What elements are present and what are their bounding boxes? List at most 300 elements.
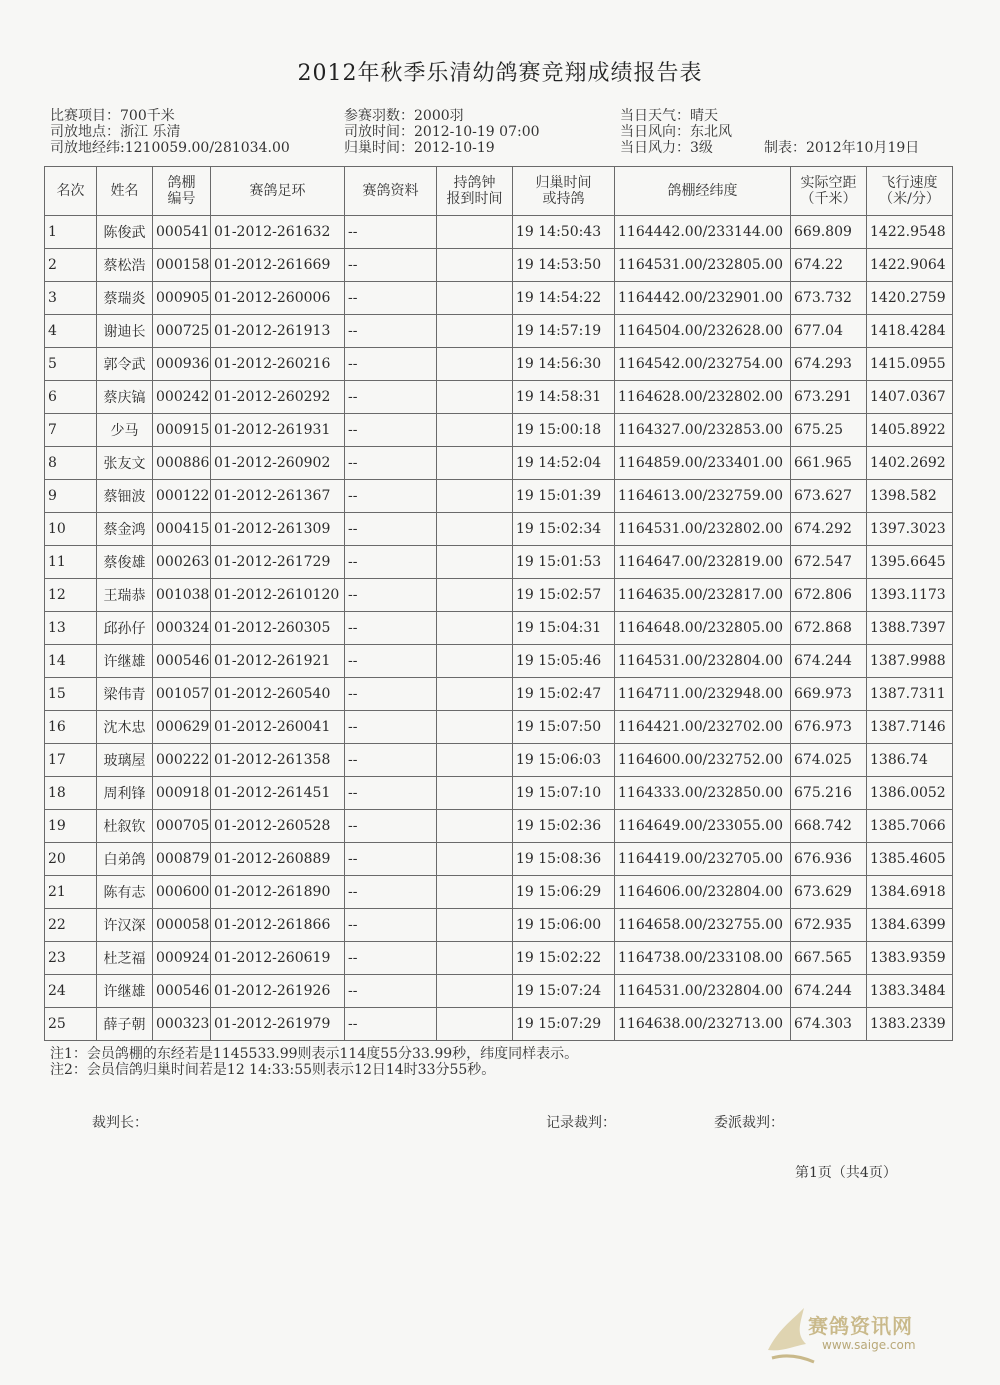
cell-clock-time [437, 348, 513, 381]
cell-speed: 1386.74 [867, 744, 953, 777]
cell-info: -- [345, 315, 437, 348]
cell-clock-time [437, 579, 513, 612]
table-row [45, 777, 953, 810]
cell-rank: 10 [45, 513, 97, 546]
cell-distance: 673.291 [791, 381, 867, 414]
cell-speed: 1383.2339 [867, 1008, 953, 1041]
cell-loft-id: 000886 [153, 447, 211, 480]
cell-loft-id: 000263 [153, 546, 211, 579]
cell-ring: 01-2012-2610120 [211, 579, 345, 612]
cell-info: -- [345, 216, 437, 249]
cell-arrival-time: 19 14:54:22 [513, 282, 615, 315]
cell-info: -- [345, 1008, 437, 1041]
cell-loft-coords: 1164600.00/232752.00 [615, 744, 791, 777]
table-row [45, 249, 953, 282]
cell-info: -- [345, 777, 437, 810]
header-rank: 名次 [45, 167, 97, 216]
cell-clock-time [437, 282, 513, 315]
cell-ring: 01-2012-260528 [211, 810, 345, 843]
cell-name: 蔡金鸿 [97, 513, 153, 546]
cell-name: 蔡庆镐 [97, 381, 153, 414]
cell-name: 杜芝福 [97, 942, 153, 975]
cell-rank: 17 [45, 744, 97, 777]
cell-name: 周利锋 [97, 777, 153, 810]
cell-arrival-time: 19 15:02:36 [513, 810, 615, 843]
cell-rank: 18 [45, 777, 97, 810]
cell-name: 蔡钿波 [97, 480, 153, 513]
cell-speed: 1393.1173 [867, 579, 953, 612]
cell-rank: 8 [45, 447, 97, 480]
cell-ring: 01-2012-261866 [211, 909, 345, 942]
cell-clock-time [437, 711, 513, 744]
cell-rank: 12 [45, 579, 97, 612]
cell-speed: 1388.7397 [867, 612, 953, 645]
cell-distance: 674.303 [791, 1008, 867, 1041]
cell-ring: 01-2012-260216 [211, 348, 345, 381]
cell-info: -- [345, 645, 437, 678]
cell-rank: 23 [45, 942, 97, 975]
table-row [45, 876, 953, 909]
table-row [45, 711, 953, 744]
cell-name: 许继雄 [97, 975, 153, 1008]
cell-arrival-time: 19 15:08:36 [513, 843, 615, 876]
cell-loft-id: 000541 [153, 216, 211, 249]
cell-distance: 668.742 [791, 810, 867, 843]
cell-ring: 01-2012-261309 [211, 513, 345, 546]
cell-speed: 1420.2759 [867, 282, 953, 315]
cell-clock-time [437, 744, 513, 777]
cell-rank: 7 [45, 414, 97, 447]
cell-name: 少马 [97, 414, 153, 447]
cell-arrival-time: 19 14:57:19 [513, 315, 615, 348]
cell-info: -- [345, 579, 437, 612]
cell-name: 许汉深 [97, 909, 153, 942]
cell-distance: 674.22 [791, 249, 867, 282]
cell-loft-id: 000324 [153, 612, 211, 645]
cell-ring: 01-2012-260619 [211, 942, 345, 975]
meta-column-1 [50, 108, 290, 156]
cell-clock-time [437, 777, 513, 810]
cell-loft-id: 000924 [153, 942, 211, 975]
note-1: 注1：会员鸽棚的东经若是1145533.99则表示114度55分33.99秒，纬度同样表示。 [50, 1046, 579, 1062]
cell-rank: 21 [45, 876, 97, 909]
cell-ring: 01-2012-260292 [211, 381, 345, 414]
cell-speed: 1418.4284 [867, 315, 953, 348]
cell-rank: 4 [45, 315, 97, 348]
meta-column-2 [344, 108, 540, 156]
cell-rank: 16 [45, 711, 97, 744]
cell-rank: 24 [45, 975, 97, 1008]
cell-clock-time [437, 546, 513, 579]
cell-clock-time [437, 975, 513, 1008]
cell-name: 白弟鸽 [97, 843, 153, 876]
cell-speed: 1405.8922 [867, 414, 953, 447]
cell-ring: 01-2012-261913 [211, 315, 345, 348]
cell-distance: 673.732 [791, 282, 867, 315]
cell-name: 陈有志 [97, 876, 153, 909]
watermark-site-name: 赛鸽资讯网 [808, 1314, 913, 1338]
cell-info: -- [345, 447, 437, 480]
table-row [45, 546, 953, 579]
cell-loft-coords: 1164531.00/232804.00 [615, 645, 791, 678]
table-row [45, 447, 953, 480]
cell-arrival-time: 19 14:52:04 [513, 447, 615, 480]
cell-loft-coords: 1164504.00/232628.00 [615, 315, 791, 348]
header-arrival-time: 归巢时间 或持鸽 [513, 167, 615, 216]
cell-loft-id: 000600 [153, 876, 211, 909]
cell-loft-id: 000058 [153, 909, 211, 942]
cell-arrival-time: 19 15:07:50 [513, 711, 615, 744]
cell-distance: 675.25 [791, 414, 867, 447]
table-row [45, 645, 953, 678]
cell-loft-id: 000879 [153, 843, 211, 876]
signature-chief-judge: 裁判长： [92, 1115, 148, 1131]
watermark-url: www.saige.com [822, 1338, 916, 1352]
table-row [45, 975, 953, 1008]
cell-clock-time [437, 249, 513, 282]
meta-table-maker: 制表：2012年10月19日 [764, 140, 920, 156]
cell-loft-id: 000915 [153, 414, 211, 447]
cell-name: 王瑞恭 [97, 579, 153, 612]
cell-info: -- [345, 480, 437, 513]
cell-distance: 667.565 [791, 942, 867, 975]
cell-ring: 01-2012-261926 [211, 975, 345, 1008]
cell-info: -- [345, 348, 437, 381]
cell-info: -- [345, 678, 437, 711]
cell-ring: 01-2012-261921 [211, 645, 345, 678]
cell-clock-time [437, 480, 513, 513]
cell-loft-coords: 1164421.00/232702.00 [615, 711, 791, 744]
cell-speed: 1395.6645 [867, 546, 953, 579]
cell-name: 蔡松浩 [97, 249, 153, 282]
results-table [44, 166, 953, 1041]
cell-loft-coords: 1164442.00/232901.00 [615, 282, 791, 315]
cell-info: -- [345, 249, 437, 282]
cell-loft-id: 001057 [153, 678, 211, 711]
cell-ring: 01-2012-260006 [211, 282, 345, 315]
cell-info: -- [345, 975, 437, 1008]
cell-loft-coords: 1164711.00/232948.00 [615, 678, 791, 711]
meta-entry-count: 参赛羽数：2000羽 [344, 108, 464, 124]
cell-rank: 20 [45, 843, 97, 876]
cell-ring: 01-2012-261729 [211, 546, 345, 579]
meta-column-3 [620, 108, 732, 156]
cell-speed: 1385.7066 [867, 810, 953, 843]
cell-rank: 22 [45, 909, 97, 942]
table-row [45, 381, 953, 414]
cell-distance: 672.806 [791, 579, 867, 612]
cell-clock-time [437, 909, 513, 942]
cell-speed: 1384.6918 [867, 876, 953, 909]
cell-info: -- [345, 282, 437, 315]
table-row [45, 414, 953, 447]
cell-arrival-time: 19 15:06:29 [513, 876, 615, 909]
cell-info: -- [345, 810, 437, 843]
cell-name: 沈木忠 [97, 711, 153, 744]
cell-arrival-time: 19 15:04:31 [513, 612, 615, 645]
cell-loft-coords: 1164635.00/232817.00 [615, 579, 791, 612]
cell-info: -- [345, 876, 437, 909]
cell-loft-coords: 1164531.00/232804.00 [615, 975, 791, 1008]
table-row [45, 678, 953, 711]
cell-speed: 1387.9988 [867, 645, 953, 678]
table-row [45, 216, 953, 249]
cell-loft-id: 000918 [153, 777, 211, 810]
table-row [45, 942, 953, 975]
cell-arrival-time: 19 14:58:31 [513, 381, 615, 414]
header-loft-id: 鸽棚 编号 [153, 167, 211, 216]
cell-speed: 1398.582 [867, 480, 953, 513]
table-row [45, 282, 953, 315]
cell-loft-coords: 1164638.00/232713.00 [615, 1008, 791, 1041]
cell-clock-time [437, 315, 513, 348]
meta-weather: 当日天气：晴天 [620, 108, 718, 124]
cell-distance: 672.547 [791, 546, 867, 579]
cell-distance: 673.627 [791, 480, 867, 513]
cell-speed: 1422.9064 [867, 249, 953, 282]
cell-clock-time [437, 414, 513, 447]
cell-loft-coords: 1164542.00/232754.00 [615, 348, 791, 381]
cell-ring: 01-2012-260540 [211, 678, 345, 711]
cell-loft-id: 000705 [153, 810, 211, 843]
cell-distance: 677.04 [791, 315, 867, 348]
cell-clock-time [437, 810, 513, 843]
cell-arrival-time: 19 15:02:22 [513, 942, 615, 975]
cell-info: -- [345, 909, 437, 942]
cell-loft-id: 000725 [153, 315, 211, 348]
cell-loft-id: 000546 [153, 645, 211, 678]
note-2: 注2：会员信鸽归巢时间若是12 14:33:55则表示12日14时33分55秒。 [50, 1062, 496, 1078]
cell-arrival-time: 19 15:07:29 [513, 1008, 615, 1041]
cell-distance: 676.973 [791, 711, 867, 744]
table-row [45, 843, 953, 876]
cell-ring: 01-2012-260902 [211, 447, 345, 480]
cell-distance: 674.293 [791, 348, 867, 381]
cell-clock-time [437, 645, 513, 678]
cell-distance: 669.809 [791, 216, 867, 249]
cell-clock-time [437, 942, 513, 975]
cell-name: 陈俊武 [97, 216, 153, 249]
cell-name: 郭令武 [97, 348, 153, 381]
cell-ring: 01-2012-261451 [211, 777, 345, 810]
cell-distance: 674.244 [791, 645, 867, 678]
cell-speed: 1385.4605 [867, 843, 953, 876]
cell-info: -- [345, 711, 437, 744]
table-row [45, 810, 953, 843]
cell-speed: 1387.7146 [867, 711, 953, 744]
cell-clock-time [437, 612, 513, 645]
cell-distance: 675.216 [791, 777, 867, 810]
cell-loft-coords: 1164327.00/232853.00 [615, 414, 791, 447]
table-body [45, 216, 953, 1041]
cell-speed: 1415.0955 [867, 348, 953, 381]
table-row [45, 909, 953, 942]
meta-wind-direction: 当日风向：东北风 [620, 124, 732, 140]
cell-loft-id: 000122 [153, 480, 211, 513]
cell-rank: 6 [45, 381, 97, 414]
cell-name: 杜叙钦 [97, 810, 153, 843]
cell-distance: 669.973 [791, 678, 867, 711]
cell-speed: 1397.3023 [867, 513, 953, 546]
cell-loft-coords: 1164442.00/233144.00 [615, 216, 791, 249]
table-row [45, 744, 953, 777]
cell-clock-time [437, 216, 513, 249]
cell-arrival-time: 19 15:05:46 [513, 645, 615, 678]
cell-ring: 01-2012-261367 [211, 480, 345, 513]
cell-arrival-time: 19 14:50:43 [513, 216, 615, 249]
cell-name: 张友文 [97, 447, 153, 480]
cell-arrival-time: 19 15:02:57 [513, 579, 615, 612]
cell-loft-id: 000905 [153, 282, 211, 315]
cell-name: 薛子朝 [97, 1008, 153, 1041]
cell-distance: 676.936 [791, 843, 867, 876]
cell-rank: 19 [45, 810, 97, 843]
cell-speed: 1407.0367 [867, 381, 953, 414]
meta-wind-force: 当日风力：3级 [620, 140, 713, 156]
cell-ring: 01-2012-261358 [211, 744, 345, 777]
cell-rank: 15 [45, 678, 97, 711]
cell-ring: 01-2012-260889 [211, 843, 345, 876]
table-row [45, 315, 953, 348]
cell-arrival-time: 19 14:53:50 [513, 249, 615, 282]
cell-info: -- [345, 942, 437, 975]
cell-arrival-time: 19 14:56:30 [513, 348, 615, 381]
cell-distance: 673.629 [791, 876, 867, 909]
cell-loft-id: 000629 [153, 711, 211, 744]
cell-name: 蔡瑞炎 [97, 282, 153, 315]
header-loft-coords: 鸽棚经纬度 [615, 167, 791, 216]
cell-name: 邱孙仔 [97, 612, 153, 645]
cell-loft-coords: 1164531.00/232802.00 [615, 513, 791, 546]
cell-clock-time [437, 876, 513, 909]
cell-distance: 674.025 [791, 744, 867, 777]
cell-loft-coords: 1164658.00/232755.00 [615, 909, 791, 942]
table-row [45, 579, 953, 612]
cell-loft-coords: 1164419.00/232705.00 [615, 843, 791, 876]
cell-clock-time [437, 447, 513, 480]
cell-name: 蔡俊雄 [97, 546, 153, 579]
cell-loft-coords: 1164647.00/232819.00 [615, 546, 791, 579]
cell-arrival-time: 19 15:07:10 [513, 777, 615, 810]
cell-loft-id: 000242 [153, 381, 211, 414]
cell-ring: 01-2012-261669 [211, 249, 345, 282]
cell-name: 玻璃屋 [97, 744, 153, 777]
cell-loft-coords: 1164738.00/233108.00 [615, 942, 791, 975]
header-speed: 飞行速度 （米/分） [867, 167, 953, 216]
meta-release-place: 司放地点：浙江 乐清 [50, 124, 181, 140]
cell-info: -- [345, 381, 437, 414]
cell-speed: 1383.3484 [867, 975, 953, 1008]
cell-clock-time [437, 678, 513, 711]
cell-ring: 01-2012-260305 [211, 612, 345, 645]
table-row [45, 513, 953, 546]
cell-speed: 1387.7311 [867, 678, 953, 711]
cell-loft-id: 000936 [153, 348, 211, 381]
cell-arrival-time: 19 15:01:53 [513, 546, 615, 579]
cell-loft-id: 000415 [153, 513, 211, 546]
cell-loft-coords: 1164333.00/232850.00 [615, 777, 791, 810]
cell-rank: 1 [45, 216, 97, 249]
meta-race-item: 比赛项目：700千米 [50, 108, 175, 124]
notes [50, 1046, 578, 1078]
cell-name: 许继雄 [97, 645, 153, 678]
cell-rank: 9 [45, 480, 97, 513]
cell-rank: 2 [45, 249, 97, 282]
cell-loft-coords: 1164613.00/232759.00 [615, 480, 791, 513]
cell-distance: 674.244 [791, 975, 867, 1008]
cell-rank: 25 [45, 1008, 97, 1041]
cell-name: 梁伟青 [97, 678, 153, 711]
meta-release-coords: 司放地经纬:1210059.00/281034.00 [50, 140, 290, 156]
cell-clock-time [437, 381, 513, 414]
cell-clock-time [437, 843, 513, 876]
header-distance: 实际空距 （千米） [791, 167, 867, 216]
cell-arrival-time: 19 15:01:39 [513, 480, 615, 513]
cell-distance: 674.292 [791, 513, 867, 546]
header-ring: 赛鸽足环 [211, 167, 345, 216]
cell-loft-id: 000158 [153, 249, 211, 282]
watermark-logo [760, 1300, 960, 1370]
cell-distance: 672.935 [791, 909, 867, 942]
header-clock-time: 持鸽钟 报到时间 [437, 167, 513, 216]
cell-clock-time [437, 513, 513, 546]
cell-ring: 01-2012-261890 [211, 876, 345, 909]
cell-ring: 01-2012-261979 [211, 1008, 345, 1041]
cell-arrival-time: 19 15:02:47 [513, 678, 615, 711]
cell-rank: 14 [45, 645, 97, 678]
cell-loft-coords: 1164628.00/232802.00 [615, 381, 791, 414]
meta-release-time: 司放时间：2012-10-19 07:00 [344, 124, 540, 140]
cell-loft-id: 000546 [153, 975, 211, 1008]
cell-loft-coords: 1164531.00/232805.00 [615, 249, 791, 282]
cell-speed: 1386.0052 [867, 777, 953, 810]
cell-info: -- [345, 744, 437, 777]
cell-loft-id: 001038 [153, 579, 211, 612]
cell-arrival-time: 19 15:06:03 [513, 744, 615, 777]
cell-name: 谢迪长 [97, 315, 153, 348]
cell-info: -- [345, 546, 437, 579]
table-row [45, 1008, 953, 1041]
header-info: 赛鸽资料 [345, 167, 437, 216]
table-row [45, 348, 953, 381]
cell-rank: 3 [45, 282, 97, 315]
cell-rank: 5 [45, 348, 97, 381]
cell-arrival-time: 19 15:06:00 [513, 909, 615, 942]
cell-loft-id: 000222 [153, 744, 211, 777]
cell-speed: 1402.2692 [867, 447, 953, 480]
meta-return-time: 归巢时间：2012-10-19 [344, 140, 495, 156]
cell-loft-id: 000323 [153, 1008, 211, 1041]
table-row [45, 612, 953, 645]
cell-arrival-time: 19 15:00:18 [513, 414, 615, 447]
cell-rank: 13 [45, 612, 97, 645]
cell-speed: 1384.6399 [867, 909, 953, 942]
cell-arrival-time: 19 15:07:24 [513, 975, 615, 1008]
cell-clock-time [437, 1008, 513, 1041]
table-row [45, 480, 953, 513]
cell-info: -- [345, 843, 437, 876]
page-title: 2012年秋季乐清幼鸽赛竞翔成绩报告表 [297, 61, 703, 86]
header-name: 姓名 [97, 167, 153, 216]
cell-loft-coords: 1164859.00/233401.00 [615, 447, 791, 480]
cell-ring: 01-2012-260041 [211, 711, 345, 744]
cell-loft-coords: 1164649.00/233055.00 [615, 810, 791, 843]
cell-speed: 1422.9548 [867, 216, 953, 249]
page-number: 第1页（共4页） [795, 1165, 897, 1181]
cell-rank: 11 [45, 546, 97, 579]
cell-arrival-time: 19 15:02:34 [513, 513, 615, 546]
cell-info: -- [345, 513, 437, 546]
